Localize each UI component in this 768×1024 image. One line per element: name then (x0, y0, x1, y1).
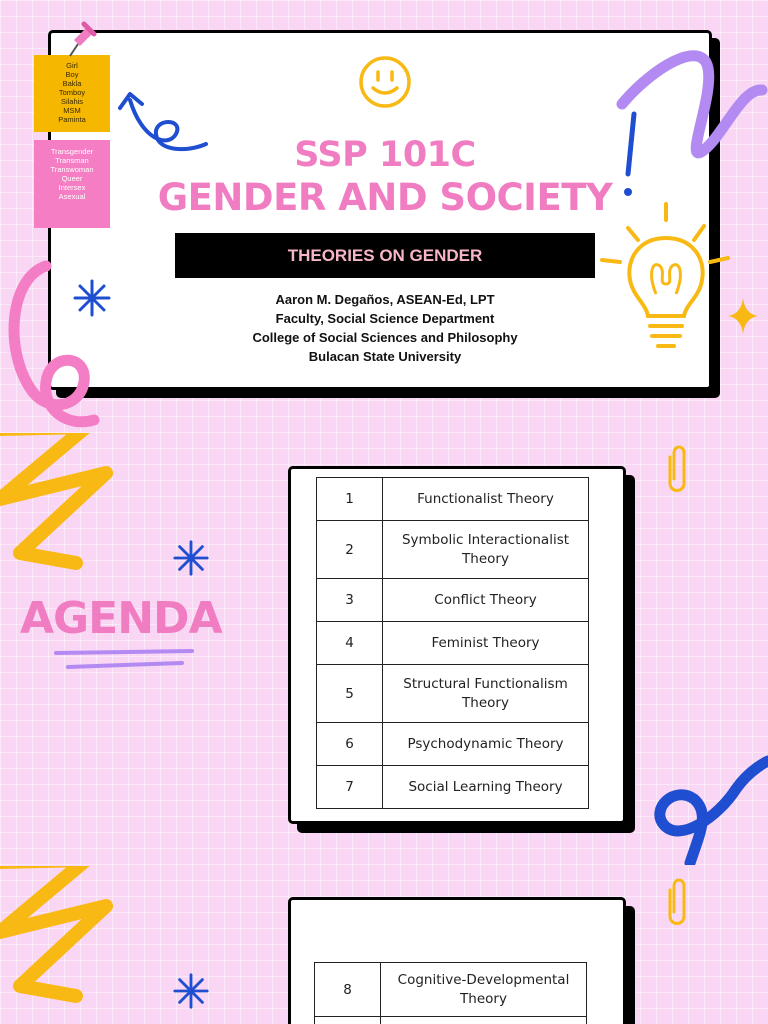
theory-name: Functionalist Theory (383, 478, 589, 521)
pink-sticky-note (34, 140, 110, 228)
theory-name: Feminist Theory (383, 622, 589, 665)
note-item: Paminta (58, 115, 86, 124)
blue-loop-squiggle-icon (640, 733, 768, 865)
table-row (317, 478, 589, 521)
row-number: 8 (315, 963, 381, 1017)
yellow-sticky-note (34, 55, 110, 132)
table-row (315, 963, 587, 1017)
asterisk-icon (172, 539, 210, 577)
paperclip-icon (662, 443, 690, 497)
paperclip-icon (662, 876, 690, 930)
agenda-slide (0, 433, 768, 865)
note-item: Transwoman (50, 165, 94, 174)
course-code-title: SSP 101C (294, 135, 476, 175)
sparkle-icon (726, 296, 760, 336)
table-row (317, 766, 589, 809)
agenda-table (316, 477, 589, 809)
note-item: Queer (61, 174, 83, 183)
author-name: Aaron M. Degaños, ASEAN-Ed, LPT (275, 292, 495, 307)
smiley-face-icon (357, 54, 413, 110)
note-item: Intersex (58, 183, 86, 192)
note-item: Transgender (50, 147, 94, 156)
table-row (317, 521, 589, 579)
agenda-heading: AGENDA (20, 593, 222, 644)
author-college: College of Social Sciences and Philosophy (252, 330, 518, 345)
row-number: 2 (317, 521, 383, 579)
note-item: Bakla (62, 79, 82, 88)
author-university: Bulacan State University (308, 349, 462, 364)
agenda-continued-slide (0, 866, 768, 1024)
subtitle-banner: THEORIES ON GENDER (175, 233, 595, 278)
row-number: 3 (317, 579, 383, 622)
row-number: 7 (317, 766, 383, 809)
theory-name: Structural Functionalism Theory (383, 665, 589, 723)
pink-squiggle-icon (0, 258, 110, 432)
row-number: 1 (317, 478, 383, 521)
agenda-table (314, 962, 587, 1024)
title-slide (0, 0, 768, 432)
note-item: Girl (66, 61, 78, 70)
row-number: 6 (317, 723, 383, 766)
theory-name: Symbolic Interactionalist Theory (383, 521, 589, 579)
row-number: 4 (317, 622, 383, 665)
yellow-zigzag-icon (0, 433, 150, 593)
note-item: MSM (63, 106, 81, 115)
note-item: Boy (65, 70, 79, 79)
note-item: Tomboy (58, 88, 86, 97)
theory-name: Cognitive-Developmental Theory (381, 963, 587, 1017)
table-row (317, 665, 589, 723)
theory-name: Psychodynamic Theory (383, 723, 589, 766)
note-item: Transman (55, 156, 89, 165)
lightbulb-icon (600, 200, 730, 360)
note-item: Asexual (58, 192, 86, 201)
table-row (317, 723, 589, 766)
exclamation-icon (620, 108, 644, 200)
purple-underline-icon (50, 647, 200, 673)
pushpin-icon (60, 22, 96, 62)
theory-name: Social Learning Theory (383, 766, 589, 809)
table-row (315, 1017, 587, 1024)
author-position: Faculty, Social Science Department (275, 311, 495, 326)
asterisk-icon (172, 972, 210, 1010)
yellow-zigzag-icon (0, 866, 150, 1024)
row-number: 5 (317, 665, 383, 723)
course-name-title: GENDER AND SOCIETY (157, 176, 613, 219)
table-row (317, 579, 589, 622)
theory-name: Conflict Theory (383, 579, 589, 622)
note-item: Silahis (60, 97, 84, 106)
table-row (317, 622, 589, 665)
author-block (200, 290, 570, 366)
